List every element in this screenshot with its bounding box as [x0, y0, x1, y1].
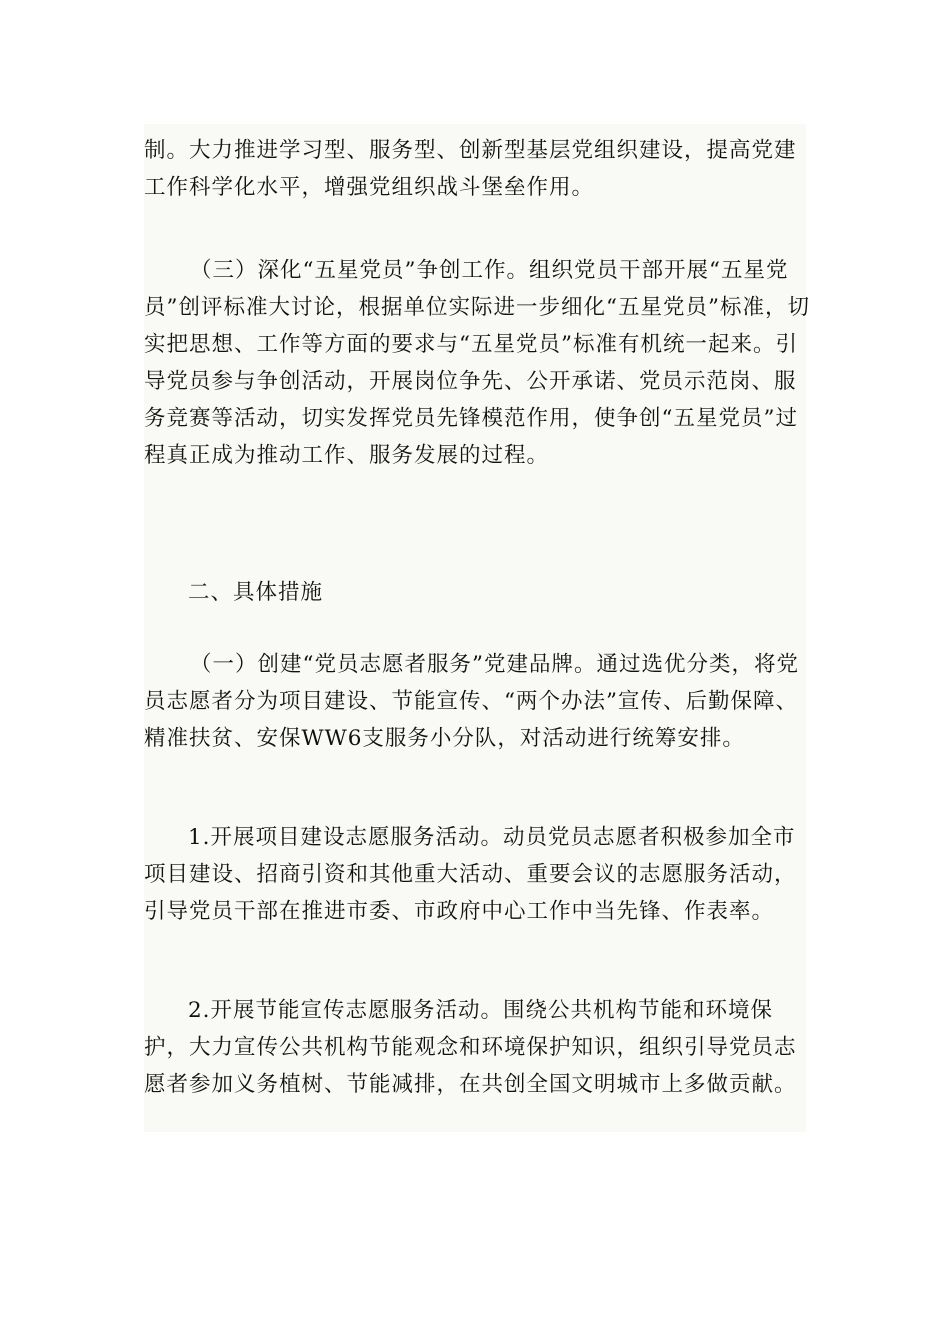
- paragraph-volunteer-brand: （一）创建“党员志愿者服务”党建品牌。通过选优分类，将党员志愿者分为项目建设、节能宣传、“两个办法”宣传、后勤保障、精准扶贫、安保WW6支服务小分队，对活动进行统筹安排。: [144, 652, 799, 751]
- section-heading-measures: 二、具体措施: [188, 580, 324, 605]
- paragraph-continuation: 制。大力推进学习型、服务型、创新型基层党组织建设，提高党建工作科学化水平，增强党组织战斗堡垒作用。: [144, 138, 797, 200]
- document-body: [144, 124, 810, 1132]
- paragraph-project-volunteer: 1.开展项目建设志愿服务活动。动员党员志愿者积极参加全市项目建设、招商引资和其他重大活动、重要会议的志愿服务活动，引导党员干部在推进市委、市政府中心工作中当先锋、作表率。: [144, 825, 797, 924]
- paragraph-energy-volunteer: 2.开展节能宣传志愿服务活动。围绕公共机构节能和环境保护，大力宣传公共机构节能观念和环境保护知识，组织引导党员志愿者参加义务植树、节能减排，在共创全国文明城市上多做贡献。: [144, 998, 797, 1097]
- paragraph-five-star-members: （三）深化“五星党员”争创工作。组织党员干部开展“五星党员”创评标准大讨论，根据单位实际进一步细化“五星党员”标准，切实把思想、工作等方面的要求与“五星党员”标准有机统一起来。引导党员参与争创活动，开展岗位争先、公开承诺、党员示范岗、服务竞赛等活动，切实发挥党员先锋模范作用，使争创“五星党员”过程真正成为推动工作、服务发展的过程。: [144, 258, 810, 468]
